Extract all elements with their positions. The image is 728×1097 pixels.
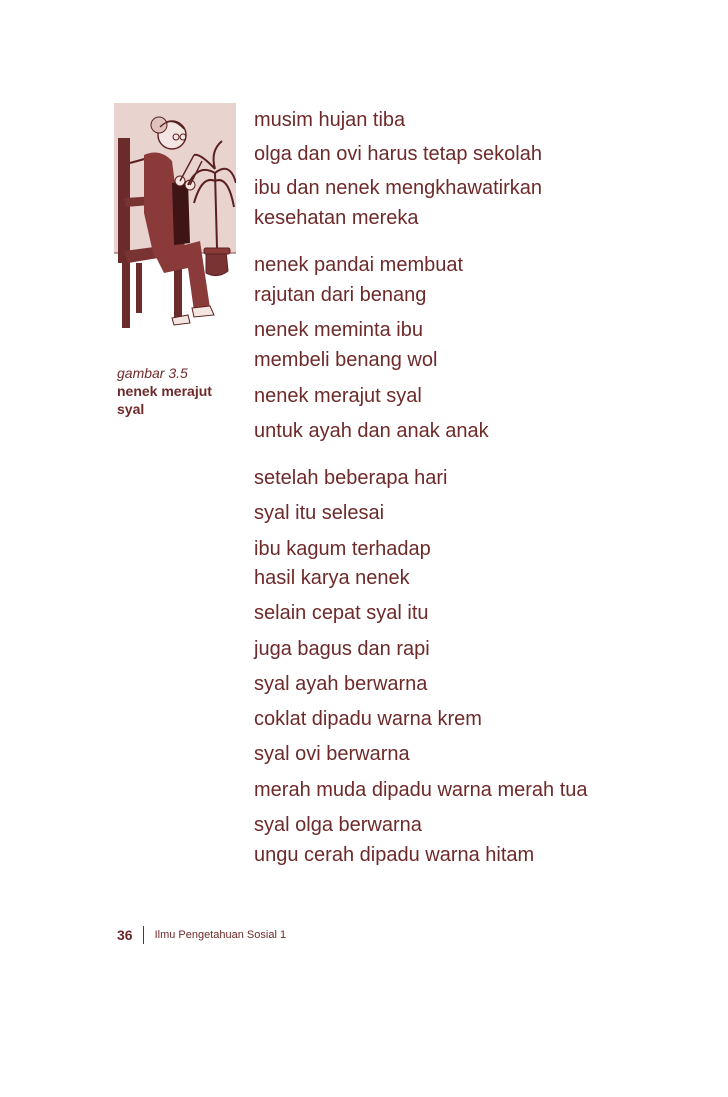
poem-line: nenek merajut syal — [254, 385, 422, 407]
poem-line: merah muda dipadu warna merah tua — [254, 779, 588, 801]
poem-line: ibu kagum terhadap — [254, 538, 431, 560]
grandmother-knitting-illustration — [114, 103, 236, 335]
figure-title: nenek merajut syal — [117, 383, 212, 417]
poem-line: selain cepat syal itu — [254, 602, 429, 624]
page-footer — [117, 926, 286, 944]
poem-line: coklat dipadu warna krem — [254, 708, 482, 730]
poem-line: syal ovi berwarna — [254, 743, 410, 765]
poem-line: syal itu selesai — [254, 502, 385, 524]
poem-line: membeli benang wol — [254, 349, 438, 371]
poem-line: nenek meminta ibu — [254, 319, 423, 341]
page-number: 36 — [117, 927, 133, 943]
footer-divider — [143, 926, 144, 944]
poem-line: rajutan dari benang — [254, 284, 427, 306]
figure-caption — [117, 364, 242, 418]
poem-line: olga dan ovi harus tetap sekolah — [254, 143, 542, 165]
poem-line: syal ayah berwarna — [254, 673, 428, 695]
poem-line: kesehatan mereka — [254, 207, 419, 229]
poem-line: untuk ayah dan anak anak — [254, 420, 489, 442]
poem-line: nenek pandai membuat — [254, 254, 464, 276]
book-title: Ilmu Pengetahuan Sosial 1 — [154, 929, 287, 941]
poem-line: setelah beberapa hari — [254, 467, 448, 489]
figure-label: gambar 3.5 — [117, 365, 188, 381]
poem-line: syal olga berwarna — [254, 814, 422, 836]
poem-line: juga bagus dan rapi — [254, 638, 430, 660]
poem-line: hasil karya nenek — [254, 567, 410, 589]
poem-line: ibu dan nenek mengkhawatirkan — [254, 177, 542, 199]
poem-line: ungu cerah dipadu warna hitam — [254, 844, 535, 866]
poem-line: musim hujan tiba — [254, 109, 406, 131]
